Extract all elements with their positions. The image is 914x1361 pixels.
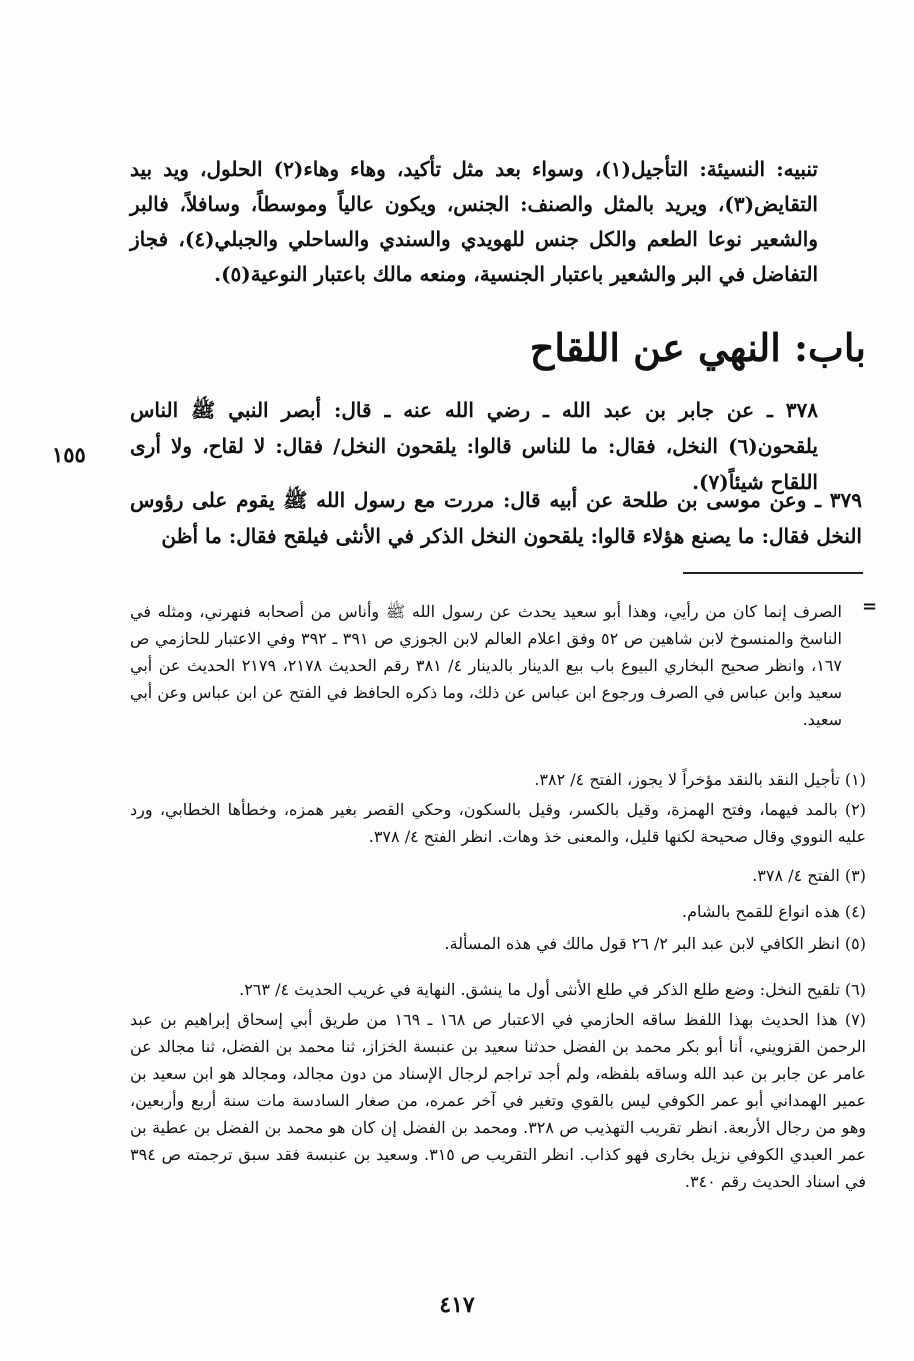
footnote-text: الفتح ٤/ ٣٧٨. [752,866,840,885]
footnote-text: تأجيل النقد بالنقد مؤخراً لا يجوز، الفتح ٤/ ٣٨٢. [534,770,840,789]
footnote-text: هذه انواع للقمح بالشام. [681,902,840,921]
footnote-number: (٢) [844,800,866,819]
footnote-continuation: الصرف إنما كان من رأيي، وهذا أبو سعيد يحدث عن رسول الله ﷺ وأناس من أصحابه فنهرني، ومثله في الناسخ والمنسوخ لابن شاهين ص ٥٢ وفق اعلام العالم لابن الجوزي ص ٣٩١ ـ ٣٩٢ وفي الاعتبار للحازمي ص ١٦٧، وانظر صحيح البخاري البيوع باب بيع الدينار بالدينار ٤/ ٣٨١ رقم الحديث ٢١٧٨، ٢١٧٩ الحديث عن أبي سعيد وابن عباس في الصرف ورجوع ابن عباس عن ذلك، وما ذكره الحافظ في الفتح عن ابن عباس وعن أبي سعيد. [130,602,842,729]
footnote-4 [130,898,866,925]
footnote-text: بالمد فيهما، وفتح الهمزة، وقيل بالكسر، وقيل بالسكون، وحكي القصر بغير همزه، وخطأها الخطابي، ورد عليه النووي وقال صحيحة لكنها قليل، والمعنى خذ وهات. انظر الفتح ٤/ ٣٧٨. [130,800,866,846]
footnote-number: (٤) [844,902,866,921]
footnote-7 [130,1006,866,1195]
footnote-5 [130,930,866,957]
footnote-text: هذا الحديث بهذا اللفظ ساقه الحازمي في الاعتبار ص ١٦٨ ـ ١٦٩ من طريق أبي إسحاق إبراهيم بن عبد الرحمن القزويني، أنا أبو بكر محمد بن الفضل حدثنا سعيد بن عنبسة الخزاز، ثنا محمد بن الفضل، ثنا مجالد عن عامر عن جابر بن عبد الله وساقه بلفظه، ولم أجد تراجم لرجال الإسناد من دون مجالد، ومجالد هو ابن سعيد بن عمير الهمداني أبو عمر الكوفي ليس بالقوي وتغير في آخر عمره، من صغار السادسة مات سنة أربع وأربعين، وهو من رجال الأربعة. انظر تقريب التهذيب ص ٣٢٨. ومحمد بن الفضل إن كان هو محمد بن الفضل بن عطية بن عمر العبدي الكوفي نزيل بخارى فهو كذاب. انظر التقريب ص ٣١٥. وسعيد بن عنبسة فقد سبق ترجمته ص ٣٩٤ في اسناد الحديث رقم ٣٤٠. [130,1010,867,1191]
margin-page-number: ١٥٥ [52,442,86,467]
hadith-379: ٣٧٩ ـ وعن موسى بن طلحة عن أبيه قال: مررت مع رسول الله ﷺ يقوم على رؤوس النخل فقال: ما يصنع هؤلاء قالوا: يلقحون النخل الذكر في الأنثى فيلقح فقال: ما أظن [130,488,862,548]
hadith-378: ٣٧٨ ـ عن جابر بن عبد الله ـ رضي الله عنه ـ قال: أبصر النبي ﷺ الناس يلقحون(٦) النخل، فقال: ما للناس قالوا: يلقحون النخل/ فقال: لا لقاح، ولا أرى اللقاح شيئاً(٧). [130,398,818,494]
footnote-3 [130,862,866,889]
chapter-title: باب: النهي عن اللقاح [529,325,866,370]
footnote-2 [130,796,866,850]
footnote-number: (٣) [844,866,866,885]
footnote-6 [130,976,866,1003]
footnote-number: (١) [844,770,866,789]
footnote-continuation-marker: = [862,596,878,617]
page-number: ٤١٧ [439,1292,475,1318]
footnote-number: (٧) [844,1010,866,1029]
footnote-number: (٥) [844,934,866,953]
footnote-separator [683,572,863,574]
footnote-text: تلقيح النخل: وضع طلع الذكر في طلع الأنثى أول ما ينشق. النهاية في غريب الحديث ٤/ ٢٦٣. [239,980,840,999]
top-note-paragraph: تنبيه: النسيئة: التأجيل(١)، وسواء بعد مثل تأكيد، وهاء وهاء(٢) الحلول، ويد بيد التقايض(٣)، ويريد بالمثل والصنف: الجنس، ويكون عالياً وموسطاً، وسافلاً، فالبر والشعير نوعا الطعم والكل جنس للهويدي والسندي والساحلي والجبلي(٤)، فجاز التفاضل في البر والشعير باعتبار الجنسية، ومنعه مالك باعتبار النوعية(٥). [130,157,818,286]
footnote-text: انظر الكافي لابن عبد البر ٢/ ٢٦ قول مالك في هذه المسألة. [444,934,840,953]
footnote-1 [130,766,866,793]
footnote-number: (٦) [844,980,866,999]
